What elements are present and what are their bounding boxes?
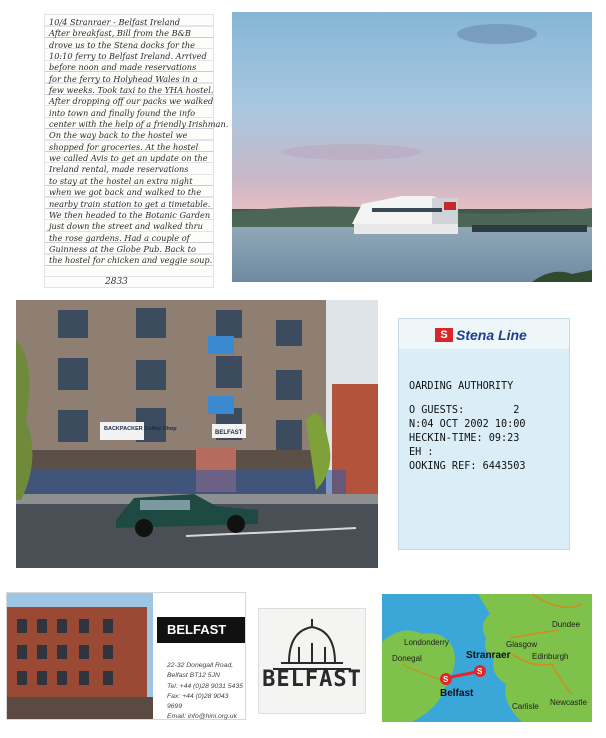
place-donegal: Donegal xyxy=(392,654,422,663)
ferry-scene xyxy=(232,12,592,282)
hostel-building-photo xyxy=(16,300,378,568)
blue-balcony xyxy=(208,336,234,354)
route-marker-label: S xyxy=(443,675,449,684)
card-address-line: Fax: +44 (0)28 9043 9699 xyxy=(167,692,229,711)
dock xyxy=(472,225,587,232)
stamp-word: BELFAST xyxy=(262,667,362,692)
place-carlisle: Carlisle xyxy=(512,702,539,711)
journal-line: before noon and made reservations xyxy=(49,62,197,73)
belfast-stamp xyxy=(258,608,366,714)
journal-text xyxy=(49,17,229,267)
card-building-photo xyxy=(7,593,153,719)
ferry-ship xyxy=(352,196,458,234)
journal-line: 10/4 Stranraer - Belfast Ireland xyxy=(49,17,180,27)
place-glasgow: Glasgow xyxy=(506,640,538,649)
journal-line: nearby train station to get a timetable. xyxy=(49,198,211,209)
place-stranraer: Stranraer xyxy=(466,650,511,661)
card-address xyxy=(167,661,245,723)
hostel-business-card xyxy=(6,592,246,720)
ticket-row: HECKIN-TIME: 09:23 xyxy=(409,433,520,444)
journal-line: to stay at the hostel an extra night xyxy=(49,175,193,186)
ticket-row: OARDING AUTHORITY xyxy=(409,381,514,392)
journal-line: After breakfast, Bill from the B&B xyxy=(49,28,191,39)
water xyxy=(232,227,592,282)
journal-line: when we got back and walked to the xyxy=(49,187,202,198)
place-edinburgh: Edinburgh xyxy=(532,652,569,661)
journal-footer: 2833 xyxy=(105,277,128,287)
belfast-sign-text: BELFAST xyxy=(215,430,243,436)
journal-line: Ireland rental, made reservations xyxy=(49,164,189,175)
place-dundee: Dundee xyxy=(552,620,581,629)
journal-line: We then headed to the Botanic Garden xyxy=(49,209,211,220)
ticket-row: O GUESTS: 2 xyxy=(409,405,520,416)
blue-balcony xyxy=(208,396,234,414)
journal-line: the rose gardens. Had a couple of xyxy=(49,232,190,243)
journal-line: After dropping off our packs we walked xyxy=(49,96,214,107)
place-londonderry: Londonderry xyxy=(404,638,449,647)
journal-line: 10:10 ferry to Belfast Ireland. Arrived xyxy=(49,51,207,62)
journal-line: drove us to the Stena docks for the xyxy=(49,39,195,50)
cloud xyxy=(282,144,422,160)
journal-line: On the way back to the hostel we xyxy=(49,130,188,141)
building-scene xyxy=(16,300,378,568)
card-address-line: 22-32 Donegall Road, xyxy=(167,662,234,669)
journal-line: just down the street and walked thru xyxy=(49,221,203,232)
card-address-line: Belfast BT12 5JN xyxy=(167,672,220,680)
cloud xyxy=(457,24,537,44)
card-address-line: Email: info@hini.org.uk xyxy=(167,713,237,721)
place-belfast: Belfast xyxy=(440,688,474,699)
journal-line: Guinness at the Globe Pub. Back to xyxy=(49,243,196,254)
journal-line: the hostel for chicken and veggie soup. xyxy=(49,255,213,266)
journal-line: into town and finally found the info xyxy=(49,107,196,118)
stena-line-ticket xyxy=(398,318,570,550)
route-marker-label: S xyxy=(477,667,483,676)
ferry-photo xyxy=(232,12,592,282)
place-newcastle: Newcastle xyxy=(550,698,587,707)
ticket-row: OOKING REF: 6443503 xyxy=(409,461,526,472)
blue-fence xyxy=(16,470,346,498)
backpacker-sign-text: BACKPACKER Coffee Shop xyxy=(104,426,177,432)
route-map xyxy=(382,594,592,722)
journal-line: few weeks. Took taxi to the YHA hostel. xyxy=(49,85,214,96)
journal-line: shopped for groceries. At the hostel xyxy=(49,141,199,152)
card-title: BELFAST xyxy=(157,617,245,643)
city-hall-dome-icon xyxy=(259,613,365,673)
stena-logo-text: Stena Line xyxy=(456,327,527,343)
stena-line-logo xyxy=(435,327,527,343)
stena-logo-mark: S xyxy=(435,328,453,342)
journal-line: we called Avis to get an update on the xyxy=(49,153,208,164)
ticket-row: EH : xyxy=(409,447,434,458)
journal-line: for the ferry to Holyhead Wales in a xyxy=(49,73,198,84)
ticket-row: N:04 OCT 2002 10:00 xyxy=(409,419,526,430)
journal-line: center with the help of a friendly Irishman. xyxy=(49,119,229,130)
journal-page xyxy=(44,14,229,288)
card-address-line: Tel: +44 (0)28 9031 5435 xyxy=(167,682,243,690)
